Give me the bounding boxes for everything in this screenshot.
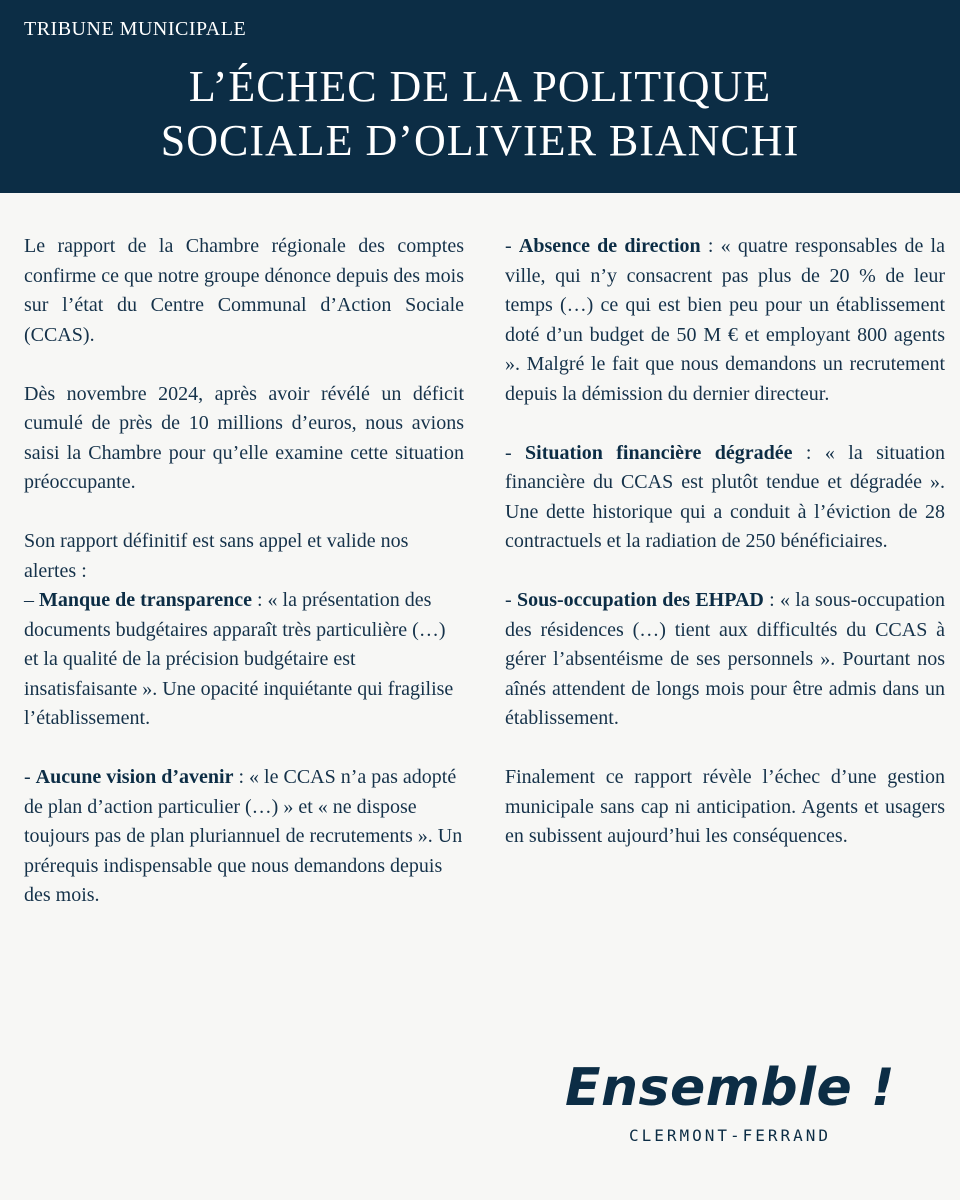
logo-wordmark: Ensemble ! xyxy=(564,1058,896,1118)
alerts-intro: Son rapport définitif est sans appel et valide nos alertes : xyxy=(24,530,409,582)
point-ehpad: - Sous-occupation des EHPAD : « la sous-occupation des résidences (…) tient aux difficultés du CCAS à gérer l’absentéisme de ses personnels ». Pourtant nos aînés attendent de longs mois pour être admis dans un établissement. xyxy=(505,589,945,729)
page-title xyxy=(0,60,960,168)
title-line-1: L’ÉCHEC DE LA POLITIQUE xyxy=(188,62,772,111)
header-banner xyxy=(0,0,960,193)
right-column xyxy=(505,232,945,881)
logo-city: CLERMONT-FERRAND xyxy=(628,1126,832,1145)
point-heading-transparence: Manque de transparence xyxy=(39,589,252,611)
point-finance: - Situation financière dégradée : « la situation financière du CCAS est plutôt tendue et dégradée ». Une dette historique qui a conduit à l’éviction de 28 contractuels et la radiation de 250 bénéficiaires. xyxy=(505,441,945,552)
point-text-transparence: : « la présentation des documents budgétaires apparaît très particulière (…) et la qualité de la précision budgétaire est insatisfaisante ». Une opacité inquiétante qui fragilise l’établissement. xyxy=(24,589,454,729)
title-line-2: SOCIALE D’OLIVIER BIANCHI xyxy=(160,116,800,165)
point-heading-vision: Aucune vision d’avenir xyxy=(35,766,234,788)
context-paragraph: Dès novembre 2024, après avoir révélé un déficit cumulé de près de 10 millions d’euros, nous avions saisi la Chambre pour qu’elle examine cette situation préoccupante. xyxy=(24,382,464,493)
point-heading-ehpad: Sous-occupation des EHPAD xyxy=(516,589,764,611)
intro-paragraph: Le rapport de la Chambre régionale des comptes confirme ce que notre groupe dénonce depuis des mois sur l’état du Centre Communal d’Action Sociale (CCAS). xyxy=(24,235,464,346)
point-text-finance: : « la situation financière du CCAS est plutôt tendue et dégradée ». Une dette historique qui a conduit à l’éviction de 28 contractuels et la radiation de 250 bénéficiaires. xyxy=(505,441,945,552)
point-heading-finance: Situation financière dégradée xyxy=(525,441,793,464)
point-vision: - Aucune vision d’avenir : « le CCAS n’a pas adopté de plan d’action particulier (…) » et « ne dispose toujours pas de plan pluriannuel de recrutements ». Un prérequis indispensable que nous demandons depuis des mois. xyxy=(24,766,463,906)
point-text-direction: : « quatre responsables de la ville, qui n’y consacrent pas plus de 20 % de leur temps (…) ce qui est bien peu pour un établissement doté d’un budget de 50 M € et employant 800 agents ». Malgré le fait que nous demandons un recrutement depuis la démission du dernier directeur. xyxy=(505,235,945,405)
point-direction: - Absence de direction : « quatre responsables de la ville, qui n’y consacrent pas plus de 20 % de leur temps (…) ce qui est bien peu pour un établissement doté d’un budget de 50 M € et employant 800 agents ». Malgré le fait que nous demandons un recrutement depuis la démission du dernier directeur. xyxy=(505,235,945,405)
section-kicker: TRIBUNE MUNICIPALE xyxy=(24,18,247,40)
alerts-paragraph: Son rapport définitif est sans appel et valide nos alertes : – Manque de transparence : « la présentation des documents budgétaires apparaît très particulière (…) et la qualité de la précision budgétaire est insatisfaisante ». Une opacité inquiétante qui fragilise l’établissement. xyxy=(24,530,454,729)
ensemble-logo xyxy=(540,1058,920,1145)
point-text-ehpad: : « la sous-occupation des résidences (…) tient aux difficultés du CCAS à gérer l’absentéisme de ses personnels ». Pourtant nos aînés attendent de longs mois pour être admis dans un établissement. xyxy=(505,589,945,729)
point-text-vision: : « le CCAS n’a pas adopté de plan d’action particulier (…) » et « ne dispose toujours pas de plan pluriannuel de recrutements ». Un prérequis indispensable que nous demandons depuis des mois. xyxy=(24,766,463,906)
point-heading-direction: Absence de direction xyxy=(518,235,701,257)
left-column xyxy=(24,232,464,940)
conclusion-paragraph: Finalement ce rapport révèle l’échec d’une gestion municipale sans cap ni anticipation. Agents et usagers en subissent aujourd’hui les conséquences. xyxy=(505,766,945,847)
